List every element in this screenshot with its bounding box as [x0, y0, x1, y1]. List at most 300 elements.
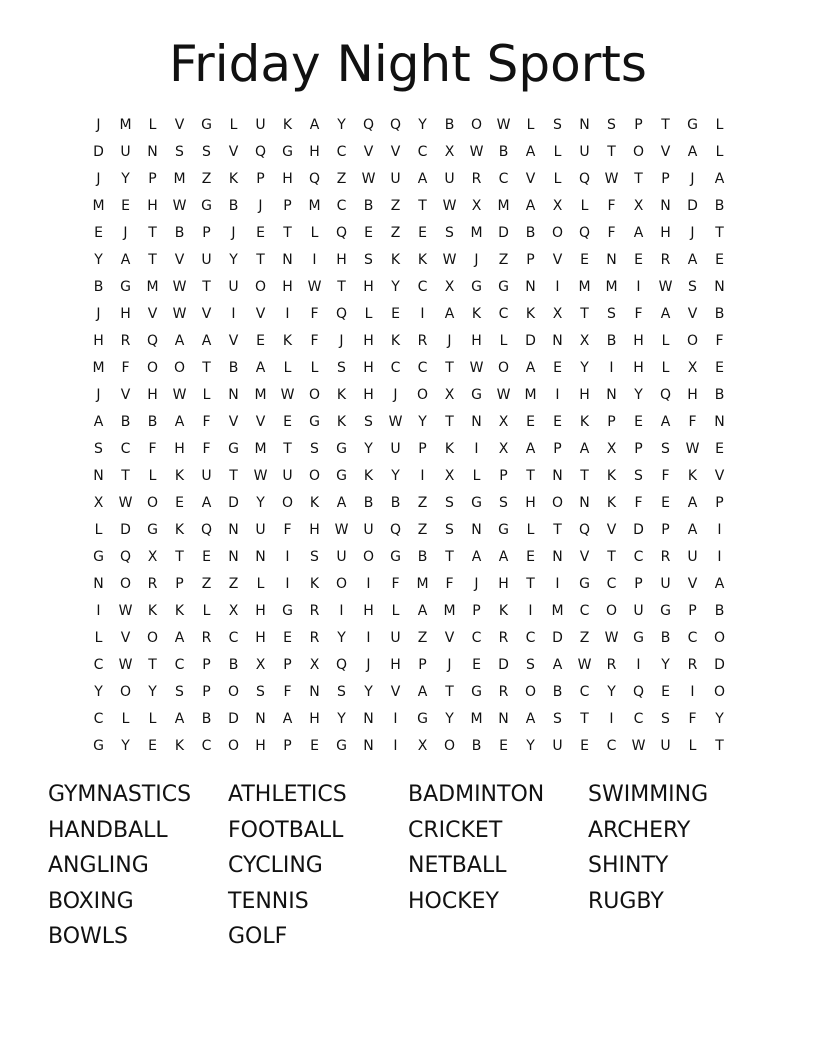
grid-letter: G	[336, 441, 347, 457]
grid-letter: F	[202, 414, 211, 430]
grid-letter: L	[202, 603, 211, 619]
grid-letter: E	[715, 360, 724, 376]
grid-letter: C	[120, 441, 131, 457]
grid-letter: O	[551, 495, 564, 511]
grid-letter: G	[579, 576, 590, 592]
grid-letter: E	[634, 414, 643, 430]
grid-letter: Y	[337, 117, 346, 133]
grid-row	[85, 330, 733, 357]
grid-letter: V	[255, 306, 266, 322]
grid-row	[85, 627, 733, 654]
grid-letter: F	[634, 495, 643, 511]
grid-letter: T	[607, 144, 616, 160]
grid-letter: R	[498, 684, 509, 700]
grid-letter: H	[363, 603, 374, 619]
grid-letter: P	[283, 198, 292, 214]
grid-row	[85, 492, 733, 519]
grid-letter: C	[498, 171, 509, 187]
grid-letter: R	[201, 630, 212, 646]
grid-letter: K	[309, 495, 320, 511]
grid-letter: W	[496, 387, 511, 403]
grid-letter: J	[96, 117, 101, 133]
word-list-item: RUGBY	[588, 888, 664, 914]
grid-letter: I	[96, 603, 101, 619]
grid-letter: L	[364, 306, 373, 322]
grid-letter: P	[418, 657, 427, 673]
grid-letter: U	[336, 549, 347, 565]
grid-letter: V	[228, 333, 239, 349]
grid-letter: J	[231, 225, 236, 241]
grid-letter: D	[525, 333, 536, 349]
grid-letter: R	[660, 252, 671, 268]
grid-letter: I	[636, 657, 641, 673]
grid-letter: G	[120, 279, 131, 295]
grid-letter: D	[228, 495, 239, 511]
grid-letter: C	[606, 738, 617, 754]
grid-letter: P	[472, 603, 481, 619]
grid-letter: F	[202, 441, 211, 457]
grid-letter: Q	[632, 684, 645, 700]
grid-letter: T	[202, 279, 211, 295]
grid-letter: N	[471, 414, 482, 430]
grid-letter: S	[256, 684, 265, 700]
grid-letter: A	[498, 549, 509, 565]
grid-letter: P	[553, 441, 562, 457]
grid-letter: O	[497, 360, 510, 376]
grid-letter: B	[498, 144, 509, 160]
grid-letter: E	[661, 495, 670, 511]
grid-letter: O	[524, 684, 537, 700]
grid-letter: H	[363, 387, 374, 403]
grid-letter: Q	[254, 144, 267, 160]
grid-row	[85, 573, 733, 600]
grid-letter: C	[336, 144, 347, 160]
grid-row	[85, 195, 733, 222]
grid-letter: T	[715, 225, 724, 241]
grid-letter: O	[308, 468, 321, 484]
grid-letter: X	[255, 657, 266, 673]
grid-letter: U	[255, 117, 266, 133]
grid-row	[85, 384, 733, 411]
grid-letter: S	[175, 684, 184, 700]
grid-row	[85, 411, 733, 438]
grid-letter: P	[202, 684, 211, 700]
grid-letter: M	[578, 279, 591, 295]
grid-letter: I	[366, 576, 371, 592]
grid-letter: Y	[607, 684, 616, 700]
grid-row	[85, 438, 733, 465]
grid-letter: Y	[418, 414, 427, 430]
grid-letter: B	[714, 306, 725, 322]
grid-letter: J	[96, 306, 101, 322]
grid-row	[85, 141, 733, 168]
grid-letter: S	[94, 441, 103, 457]
grid-letter: K	[579, 414, 590, 430]
grid-letter: A	[714, 576, 725, 592]
grid-letter: G	[633, 630, 644, 646]
grid-letter: C	[633, 549, 644, 565]
grid-letter: O	[146, 630, 159, 646]
grid-letter: E	[526, 549, 535, 565]
grid-letter: G	[498, 522, 509, 538]
grid-letter: Q	[335, 657, 348, 673]
grid-letter: K	[282, 333, 293, 349]
grid-letter: Y	[661, 657, 670, 673]
grid-letter: V	[147, 306, 158, 322]
word-list-item: SHINTY	[588, 853, 669, 879]
grid-letter: Q	[308, 171, 321, 187]
word-list-item: HOCKEY	[408, 888, 499, 914]
grid-letter: K	[174, 738, 185, 754]
grid-letter: A	[660, 414, 671, 430]
grid-letter: K	[444, 441, 455, 457]
grid-letter: Y	[256, 495, 265, 511]
grid-letter: M	[605, 279, 618, 295]
grid-letter: H	[390, 657, 401, 673]
grid-letter: H	[579, 387, 590, 403]
grid-letter: X	[471, 198, 482, 214]
grid-letter: O	[281, 495, 294, 511]
grid-letter: L	[256, 576, 265, 592]
grid-letter: Y	[391, 279, 400, 295]
letter-grid	[85, 114, 733, 762]
grid-letter: V	[228, 414, 239, 430]
grid-letter: W	[172, 279, 187, 295]
grid-letter: G	[471, 387, 482, 403]
grid-letter: N	[255, 549, 266, 565]
grid-letter: G	[309, 414, 320, 430]
grid-letter: K	[606, 468, 617, 484]
grid-letter: E	[364, 225, 373, 241]
grid-letter: T	[526, 468, 535, 484]
grid-letter: E	[715, 441, 724, 457]
grid-letter: T	[445, 414, 454, 430]
grid-letter: Q	[659, 387, 672, 403]
grid-letter: N	[93, 468, 104, 484]
grid-letter: K	[525, 306, 536, 322]
grid-letter: Z	[201, 576, 212, 592]
grid-letter: I	[285, 576, 290, 592]
grid-letter: E	[526, 414, 535, 430]
grid-letter: J	[258, 198, 263, 214]
grid-letter: Y	[364, 684, 373, 700]
grid-letter: E	[715, 252, 724, 268]
grid-letter: M	[119, 117, 132, 133]
grid-letter: V	[660, 144, 671, 160]
grid-letter: U	[660, 738, 671, 754]
grid-letter: R	[147, 576, 158, 592]
grid-letter: G	[282, 144, 293, 160]
grid-letter: H	[363, 333, 374, 349]
grid-letter: O	[443, 738, 456, 754]
grid-letter: X	[228, 603, 239, 619]
grid-letter: E	[661, 684, 670, 700]
word-list-item: GYMNASTICS	[48, 782, 192, 807]
grid-letter: K	[336, 387, 347, 403]
grid-letter: J	[690, 171, 695, 187]
grid-letter: K	[390, 333, 401, 349]
grid-letter: N	[228, 549, 239, 565]
grid-letter: A	[444, 306, 455, 322]
grid-letter: R	[498, 630, 509, 646]
grid-letter: M	[470, 711, 483, 727]
grid-letter: I	[555, 279, 560, 295]
grid-letter: N	[552, 549, 563, 565]
grid-letter: N	[471, 522, 482, 538]
grid-letter: E	[283, 414, 292, 430]
grid-letter: T	[337, 279, 346, 295]
grid-letter: X	[93, 495, 104, 511]
word-list-item: ANGLING	[48, 853, 149, 879]
grid-letter: T	[283, 225, 292, 241]
grid-letter: O	[308, 387, 321, 403]
grid-letter: A	[255, 360, 266, 376]
grid-letter: E	[202, 549, 211, 565]
word-list-item: BOXING	[48, 888, 134, 914]
grid-letter: E	[94, 225, 103, 241]
grid-letter: A	[174, 414, 185, 430]
grid-letter: A	[687, 144, 698, 160]
grid-letter: T	[283, 441, 292, 457]
grid-letter: L	[148, 711, 157, 727]
grid-letter: Y	[121, 738, 130, 754]
grid-letter: V	[228, 144, 239, 160]
grid-letter: L	[229, 117, 238, 133]
grid-letter: A	[174, 333, 185, 349]
grid-letter: I	[528, 603, 533, 619]
grid-letter: F	[715, 333, 724, 349]
word-list-item: FOOTBALL	[228, 817, 344, 843]
grid-letter: M	[524, 387, 537, 403]
grid-row	[85, 600, 733, 627]
grid-letter: V	[120, 387, 131, 403]
grid-letter: Q	[335, 225, 348, 241]
grid-letter: P	[202, 225, 211, 241]
grid-letter: A	[525, 711, 536, 727]
grid-letter: N	[228, 522, 239, 538]
grid-letter: D	[498, 657, 509, 673]
grid-letter: K	[309, 576, 320, 592]
grid-letter: T	[526, 576, 535, 592]
grid-letter: O	[146, 495, 159, 511]
grid-letter: J	[474, 252, 479, 268]
grid-letter: E	[175, 495, 184, 511]
grid-letter: L	[661, 360, 670, 376]
grid-row	[85, 708, 733, 735]
grid-letter: C	[633, 711, 644, 727]
grid-letter: H	[120, 306, 131, 322]
grid-letter: O	[227, 684, 240, 700]
grid-letter: X	[444, 468, 455, 484]
grid-letter: T	[256, 252, 265, 268]
grid-letter: A	[633, 225, 644, 241]
grid-letter: P	[715, 495, 724, 511]
grid-letter: W	[118, 657, 133, 673]
grid-letter: E	[499, 738, 508, 754]
grid-letter: V	[552, 252, 563, 268]
grid-letter: C	[498, 306, 509, 322]
grid-letter: A	[552, 657, 563, 673]
grid-letter: D	[552, 630, 563, 646]
grid-letter: L	[148, 468, 157, 484]
grid-letter: F	[661, 468, 670, 484]
grid-letter: A	[687, 495, 698, 511]
grid-letter: W	[253, 468, 268, 484]
grid-letter: G	[498, 279, 509, 295]
grid-letter: O	[632, 144, 645, 160]
grid-letter: B	[660, 630, 671, 646]
grid-letter: Y	[229, 252, 238, 268]
grid-letter: H	[471, 333, 482, 349]
grid-letter: J	[96, 387, 101, 403]
grid-letter: P	[661, 522, 670, 538]
grid-letter: Z	[417, 495, 428, 511]
grid-letter: S	[445, 225, 454, 241]
grid-letter: F	[121, 360, 130, 376]
grid-letter: B	[147, 414, 158, 430]
grid-letter: V	[390, 144, 401, 160]
grid-letter: M	[551, 603, 564, 619]
grid-letter: T	[445, 549, 454, 565]
grid-letter: M	[92, 360, 105, 376]
grid-letter: S	[310, 441, 319, 457]
grid-letter: V	[525, 171, 536, 187]
grid-letter: V	[201, 306, 212, 322]
grid-letter: U	[390, 441, 401, 457]
grid-letter: B	[228, 360, 239, 376]
grid-letter: H	[660, 225, 671, 241]
grid-letter: S	[445, 495, 454, 511]
grid-letter: D	[687, 198, 698, 214]
grid-letter: L	[283, 360, 292, 376]
grid-letter: C	[417, 279, 428, 295]
grid-letter: T	[445, 360, 454, 376]
grid-letter: Q	[389, 117, 402, 133]
grid-letter: P	[283, 657, 292, 673]
grid-letter: B	[228, 198, 239, 214]
grid-letter: B	[363, 198, 374, 214]
grid-letter: S	[607, 117, 616, 133]
grid-letter: L	[391, 603, 400, 619]
grid-letter: A	[714, 171, 725, 187]
grid-letter: N	[498, 711, 509, 727]
grid-letter: K	[174, 522, 185, 538]
grid-letter: C	[201, 738, 212, 754]
grid-letter: N	[714, 279, 725, 295]
grid-letter: H	[363, 360, 374, 376]
grid-letter: S	[607, 306, 616, 322]
grid-letter: H	[174, 441, 185, 457]
grid-letter: N	[579, 117, 590, 133]
grid-letter: A	[660, 306, 671, 322]
grid-letter: W	[280, 387, 295, 403]
grid-letter: N	[714, 414, 725, 430]
grid-letter: A	[417, 603, 428, 619]
grid-row	[85, 249, 733, 276]
grid-letter: P	[202, 657, 211, 673]
grid-row	[85, 303, 733, 330]
grid-letter: K	[498, 603, 509, 619]
grid-letter: R	[471, 171, 482, 187]
grid-letter: H	[336, 252, 347, 268]
word-list-item: ARCHERY	[588, 817, 691, 843]
grid-letter: W	[442, 198, 457, 214]
grid-letter: I	[690, 684, 695, 700]
grid-letter: I	[636, 279, 641, 295]
grid-letter: T	[445, 684, 454, 700]
grid-letter: J	[339, 333, 344, 349]
grid-letter: L	[688, 738, 697, 754]
grid-letter: I	[717, 522, 722, 538]
grid-letter: V	[363, 144, 374, 160]
grid-letter: G	[336, 738, 347, 754]
grid-letter: A	[282, 711, 293, 727]
grid-letter: O	[227, 738, 240, 754]
grid-letter: W	[685, 441, 700, 457]
grid-letter: O	[416, 387, 429, 403]
grid-letter: C	[93, 657, 104, 673]
grid-letter: R	[660, 549, 671, 565]
word-list-item: TENNIS	[228, 888, 309, 914]
grid-letter: H	[309, 711, 320, 727]
grid-letter: C	[471, 630, 482, 646]
grid-letter: X	[579, 333, 590, 349]
grid-letter: F	[688, 414, 697, 430]
grid-letter: L	[715, 144, 724, 160]
grid-letter: X	[309, 657, 320, 673]
grid-letter: G	[660, 603, 671, 619]
grid-letter: W	[172, 198, 187, 214]
grid-letter: I	[285, 549, 290, 565]
grid-letter: P	[148, 171, 157, 187]
grid-letter: E	[634, 252, 643, 268]
grid-letter: O	[713, 630, 726, 646]
grid-letter: P	[526, 252, 535, 268]
grid-letter: R	[417, 333, 428, 349]
grid-row	[85, 735, 733, 762]
grid-letter: P	[499, 468, 508, 484]
grid-letter: B	[228, 657, 239, 673]
grid-letter: L	[580, 198, 589, 214]
grid-letter: M	[308, 198, 321, 214]
word-list-item: HANDBALL	[48, 817, 168, 843]
grid-letter: S	[175, 144, 184, 160]
grid-letter: E	[553, 360, 562, 376]
grid-letter: R	[120, 333, 131, 349]
grid-letter: S	[202, 144, 211, 160]
grid-letter: V	[714, 468, 725, 484]
grid-letter: W	[361, 171, 376, 187]
grid-letter: A	[417, 171, 428, 187]
grid-letter: N	[606, 387, 617, 403]
grid-letter: F	[607, 198, 616, 214]
grid-letter: P	[283, 738, 292, 754]
grid-letter: C	[390, 360, 401, 376]
grid-letter: G	[228, 441, 239, 457]
grid-letter: A	[309, 117, 320, 133]
grid-letter: W	[388, 414, 403, 430]
grid-letter: Z	[390, 198, 401, 214]
grid-letter: A	[201, 495, 212, 511]
grid-letter: S	[553, 117, 562, 133]
grid-letter: N	[93, 576, 104, 592]
grid-letter: O	[173, 360, 186, 376]
grid-letter: Q	[389, 522, 402, 538]
grid-letter: W	[631, 738, 646, 754]
grid-letter: T	[715, 738, 724, 754]
grid-letter: S	[553, 711, 562, 727]
word-list-item: CRICKET	[408, 817, 503, 843]
